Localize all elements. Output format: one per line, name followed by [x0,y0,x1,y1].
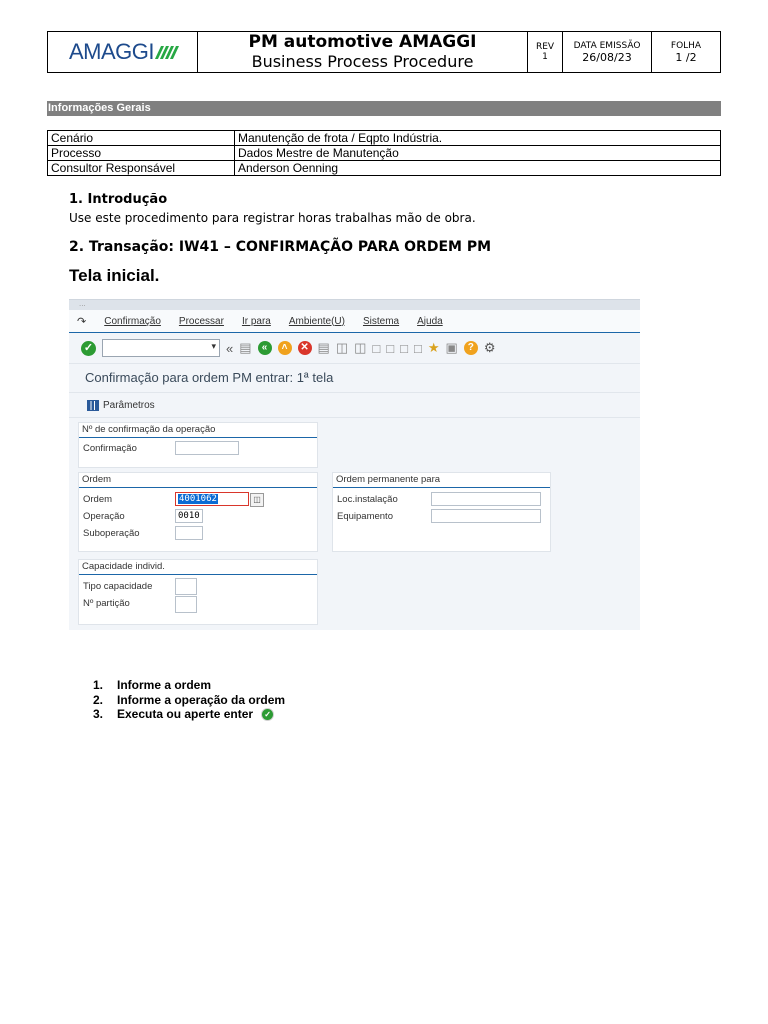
general-info-title: Informações Gerais [47,101,721,116]
gear-icon[interactable]: ⚙ [483,340,496,355]
info-value: Anderson Oenning [235,161,721,176]
group-title: Capacidade individ. [79,560,317,575]
group-permanent-order [332,472,551,552]
info-key: Processo [48,146,235,161]
sap-screenshot [69,299,640,630]
first-page-icon[interactable]: □ [372,340,381,356]
logo-bars-icon [158,46,176,59]
enter-check-icon: ✓ [261,708,274,721]
info-value: Dados Mestre de Manutenção [235,146,721,161]
document-title: PM automotive AMAGGI [248,32,477,52]
parameters-label: Parâmetros [103,399,155,411]
order-input[interactable] [175,492,249,506]
step-number: 1. [93,678,104,693]
steps-list [93,678,285,722]
last-page-icon[interactable]: □ [414,340,422,356]
suboperation-input[interactable] [175,526,203,540]
menu-ajuda[interactable]: Ajuda [417,315,443,327]
table-row [48,161,721,176]
new-session-icon[interactable]: ★ [427,340,440,355]
equipment-input[interactable] [431,509,541,523]
chevron-down-icon[interactable]: ▾ [211,341,216,351]
group-title: Ordem permanente para [333,473,550,488]
parameters-icon [87,400,99,411]
list-item [93,707,285,722]
sap-menu-bar [69,310,640,333]
parameters-button[interactable] [69,393,640,418]
general-info-table [47,130,721,176]
field-label: Ordem [83,494,113,505]
intro-text: Use este procedimento para registrar horas trabalhas mão de obra. [69,211,476,225]
field-label: Nº partição [83,598,130,609]
menu-exit-icon[interactable]: ↷ [77,315,87,328]
menu-confirmacao[interactable]: Confirmação [104,315,161,327]
field-label: Suboperação [83,528,140,539]
command-field[interactable] [102,339,220,357]
table-row [48,146,721,161]
sheet-cell [652,32,720,72]
menu-processar[interactable]: Processar [178,315,224,327]
date-label: DATA EMISSÃO [573,40,641,51]
functional-location-input[interactable] [431,492,541,506]
save-icon[interactable]: ▤ [239,340,252,355]
group-confirmation [78,422,318,468]
field-label: Loc.instalação [337,494,398,505]
list-item [93,693,285,708]
transaction-heading: 2. Transação: IW41 – CONFIRMAÇÃO PARA ORDEM PM [69,239,492,255]
field-label: Confirmação [83,443,137,454]
logo-text: AMAGGI [68,39,154,64]
info-value: Manutenção de frota / Eqpto Indústria. [235,131,721,146]
screen-heading: Tela inicial. [69,266,160,285]
print-icon[interactable]: ▤ [317,340,330,355]
info-key: Consultor Responsável [48,161,235,176]
amaggi-logo [69,39,176,65]
next-page-icon[interactable]: □ [400,340,408,356]
help-icon[interactable]: ? [464,341,478,355]
date-cell [563,32,652,72]
rev-cell [528,32,563,72]
document-header [47,31,721,73]
field-label: Tipo capacidade [83,581,153,592]
search-help-icon[interactable]: ◫ [250,493,264,507]
exit-icon[interactable]: ˄ [278,341,292,355]
title-cell [198,32,528,72]
field-label: Operação [83,511,125,522]
sap-toolbar [69,333,640,364]
order-value: 4001062 [179,494,217,504]
sap-top-strip: ... [69,300,640,310]
info-key: Cenário [48,131,235,146]
date-value: 26/08/23 [582,50,632,64]
cancel-icon[interactable]: ✕ [298,341,312,355]
group-order [78,472,318,552]
menu-ir-para[interactable]: Ir para [241,315,271,327]
confirmation-input[interactable] [175,441,239,455]
sheet-label: FOLHA [670,40,702,51]
logo-cell [48,32,198,72]
enter-check-icon[interactable]: ✓ [81,341,96,356]
sap-screen-title: Confirmação para ordem PM entrar: 1ª tela [69,364,640,393]
double-chevron-left-icon[interactable]: « [226,340,234,356]
step-text: Informe a operação da ordem [117,692,286,707]
split-number-input[interactable] [175,596,197,613]
operation-input[interactable]: 0010 [175,509,203,523]
step-text: Executa ou aperte enter [117,707,254,722]
shortcut-icon[interactable]: ▣ [445,340,458,355]
back-icon[interactable]: « [258,341,272,355]
document-subtitle: Business Process Procedure [251,52,474,71]
previous-page-icon[interactable]: □ [386,340,395,356]
intro-heading: 1. Introdução [69,192,168,207]
group-capacity [78,559,318,625]
step-number: 3. [93,707,104,722]
table-row [48,131,721,146]
step-number: 2. [93,692,104,707]
menu-sistema[interactable]: Sistema [362,315,400,327]
step-text: Informe a ordem [117,678,212,693]
capacity-type-input[interactable] [175,578,197,595]
menu-ambiente[interactable]: Ambiente(U) [288,315,345,327]
group-title: Nº de confirmação da operação [79,423,317,438]
sheet-value: 1 /2 [675,50,697,64]
list-item [93,678,285,693]
rev-label: REV [535,42,555,52]
field-label: Equipamento [337,511,393,522]
find-icon[interactable]: ◫ [335,340,349,355]
group-title: Ordem [79,473,317,488]
rev-value: 1 [542,52,548,62]
find-next-icon[interactable]: ◫ [354,340,367,355]
